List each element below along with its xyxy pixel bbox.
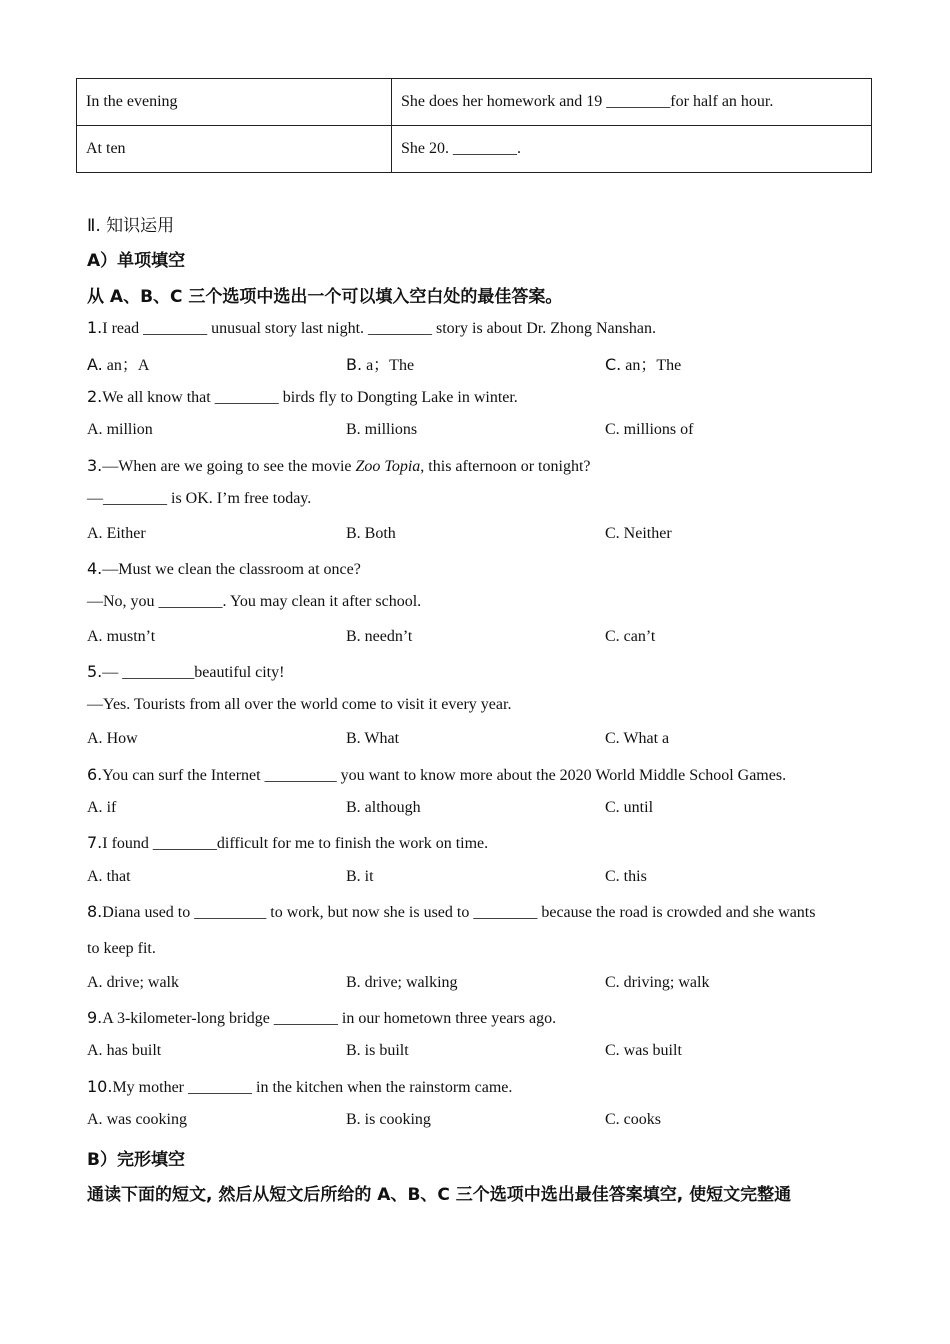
- question-number: 4.: [87, 559, 103, 578]
- question-7-options: [87, 868, 867, 890]
- part-a-instruction: 从 A、B、C 三个选项中选出一个可以填入空白处的最佳答案。: [87, 287, 563, 307]
- option-c[interactable]: C. millions of: [605, 421, 694, 438]
- question-4-options: [87, 628, 867, 650]
- question-2-options: [87, 421, 867, 443]
- question-5-line-2: —Yes. Tourists from all over the world come to visit it every year.: [87, 696, 512, 713]
- question-number: 7.: [87, 833, 103, 852]
- option-b[interactable]: B. drive; walking: [346, 974, 458, 991]
- question-6-options: [87, 799, 867, 821]
- question-number: 9.: [87, 1008, 103, 1027]
- option-b[interactable]: B. is built: [346, 1042, 409, 1059]
- question-text: My mother ________ in the kitchen when the rainstorm came.: [112, 1079, 513, 1096]
- question-8-line-2: to keep fit.: [87, 940, 156, 957]
- option-b[interactable]: B. What: [346, 730, 400, 747]
- option-a[interactable]: A. if: [87, 799, 117, 816]
- schedule-table: [76, 78, 872, 173]
- movie-title: Zoo Topia: [355, 458, 421, 475]
- table-row: [77, 79, 872, 126]
- option-a[interactable]: A. was cooking: [87, 1111, 187, 1128]
- option-b[interactable]: B. is cooking: [346, 1111, 431, 1128]
- question-2: [87, 387, 518, 407]
- table-cell-activity: She 20. ________.: [392, 126, 872, 173]
- option-b[interactable]: B. millions: [346, 421, 418, 438]
- question-text: —Must we clean the classroom at once?: [102, 561, 361, 578]
- option-c[interactable]: C. driving; walk: [605, 974, 710, 991]
- option-c[interactable]: C. an；The: [605, 355, 682, 374]
- option-b[interactable]: B. needn’t: [346, 628, 413, 645]
- option-b[interactable]: B. although: [346, 799, 421, 816]
- question-text: Diana used to _________ to work, but now she is used to ________ because the road is crowded and she wants: [102, 904, 816, 921]
- part-b-title: B）完形填空: [87, 1150, 185, 1170]
- question-text: You can surf the Internet _________ you want to know more about the 2020 World Middle School Games.: [102, 767, 787, 784]
- option-a[interactable]: A. an；A: [87, 355, 150, 374]
- question-number: 3.: [87, 456, 103, 475]
- question-number: 1.: [87, 318, 103, 337]
- table-cell-time: In the evening: [77, 79, 392, 126]
- question-3-line-2: —________ is OK. I’m free today.: [87, 490, 312, 507]
- question-4-line-2: —No, you ________. You may clean it after school.: [87, 593, 422, 610]
- part-b-instruction: 通读下面的短文, 然后从短文后所给的 A、B、C 三个选项中选出最佳答案填空, 使短文完整通: [87, 1185, 792, 1205]
- option-c[interactable]: C. can’t: [605, 628, 656, 645]
- option-a[interactable]: A. has built: [87, 1042, 162, 1059]
- question-text: A 3-kilometer-long bridge ________ in our hometown three years ago.: [102, 1010, 557, 1027]
- option-b[interactable]: B. Both: [346, 525, 396, 542]
- section-title: Ⅱ. 知识运用: [87, 216, 175, 236]
- question-3: 3.—When are we going to see the movie Zoo Topia, this afternoon or tonight?: [87, 456, 591, 475]
- question-4: [87, 559, 361, 579]
- question-number: 5.: [87, 662, 103, 681]
- question-3-options: [87, 525, 867, 547]
- question-number: 8.: [87, 902, 103, 921]
- option-b[interactable]: B. a；The: [346, 355, 415, 374]
- part-a-title: A）单项填空: [87, 251, 186, 271]
- option-a[interactable]: A. Either: [87, 525, 146, 542]
- question-6: [87, 765, 786, 785]
- question-9-options: [87, 1042, 867, 1064]
- question-1: [87, 318, 656, 338]
- table-cell-time: At ten: [77, 126, 392, 173]
- option-c[interactable]: C. Neither: [605, 525, 672, 542]
- table-row: [77, 126, 872, 173]
- question-5-options: [87, 730, 867, 752]
- question-10-options: [87, 1111, 867, 1133]
- option-a[interactable]: A. million: [87, 421, 153, 438]
- question-5: [87, 662, 284, 682]
- option-c[interactable]: C. cooks: [605, 1111, 661, 1128]
- table-cell-activity: She does her homework and 19 ________for half an hour.: [392, 79, 872, 126]
- question-text: — _________beautiful city!: [102, 664, 285, 681]
- question-8-options: [87, 974, 867, 996]
- option-a[interactable]: A. How: [87, 730, 138, 747]
- question-number: 2.: [87, 387, 103, 406]
- option-c[interactable]: C. was built: [605, 1042, 682, 1059]
- option-c[interactable]: C. What a: [605, 730, 670, 747]
- option-c[interactable]: C. until: [605, 799, 654, 816]
- question-number: 10.: [87, 1077, 113, 1096]
- question-10: [87, 1077, 512, 1097]
- question-7: [87, 833, 488, 853]
- question-8: [87, 902, 815, 922]
- question-text: I read ________ unusual story last night. ________ story is about Dr. Zhong Nanshan.: [102, 320, 656, 337]
- option-a[interactable]: A. drive; walk: [87, 974, 179, 991]
- option-b[interactable]: B. it: [346, 868, 374, 885]
- question-text: I found ________difficult for me to finish the work on time.: [102, 835, 489, 852]
- question-1-options: [87, 352, 867, 374]
- option-a[interactable]: A. that: [87, 868, 131, 885]
- question-text: We all know that ________ birds fly to Dongting Lake in winter.: [102, 389, 518, 406]
- question-number: 6.: [87, 765, 103, 784]
- option-a[interactable]: A. mustn’t: [87, 628, 156, 645]
- question-9: [87, 1008, 556, 1028]
- option-c[interactable]: C. this: [605, 868, 647, 885]
